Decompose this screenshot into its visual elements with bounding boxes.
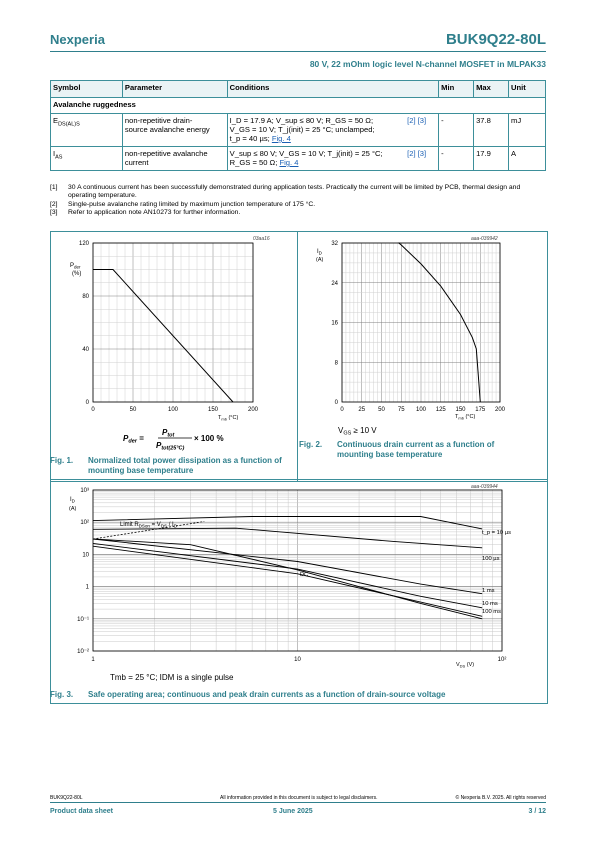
x-tick-label: 200 xyxy=(494,407,506,413)
footer-copyright: © Nexperia B.V. 2025. All rights reserved xyxy=(455,795,546,801)
unit-cell: mJ xyxy=(509,114,546,147)
x-tick-label: 175 xyxy=(475,407,486,413)
parameter-cell xyxy=(122,114,227,147)
fig3-chart xyxy=(50,479,546,682)
note-item xyxy=(50,201,546,209)
symbol-cell xyxy=(51,147,123,171)
x-tick-label: 100 xyxy=(415,407,427,413)
fig3-limit-label: Limit $R_{DSon} = V_{DS} / I_D$ xyxy=(120,522,177,529)
note-item xyxy=(50,209,546,217)
series-label: t_p = 10 µs xyxy=(482,530,511,536)
x-tick-label: 0 xyxy=(340,407,344,413)
table-row xyxy=(51,114,546,147)
fig3-caption-text: Safe operating area; continuous and peak drain currents as a function of drain-source voltage xyxy=(88,690,446,699)
y-tick-label: 1 xyxy=(85,584,89,591)
footer-doc-type: Product data sheet xyxy=(50,808,114,815)
fig1-xlabel: $T_{mb}$ (°C) xyxy=(218,415,239,422)
fig3-ticks xyxy=(77,488,506,663)
figure-link[interactable]: Fig. 4 xyxy=(279,158,299,167)
fig2-code: aaa-039942 xyxy=(471,236,498,242)
footer-disclaimer: All information provided in this document is subject to legal disclaimers. xyxy=(220,795,378,801)
table-section-row xyxy=(51,98,546,114)
page-subtitle: 80 V, 22 mOhm logic level N-channel MOSFET in MLPAK33 xyxy=(309,59,546,69)
y-tick-label: 8 xyxy=(334,360,338,367)
y-tick-label: 16 xyxy=(331,320,338,327)
figure-link[interactable]: Fig. 4 xyxy=(271,134,291,143)
fig1-caption xyxy=(50,456,295,478)
note-item xyxy=(50,184,546,201)
col-header: Conditions xyxy=(227,81,438,98)
y-tick-label: 0 xyxy=(85,400,89,406)
y-tick-label: 24 xyxy=(331,280,338,287)
table-row xyxy=(51,147,546,171)
parameter-cell xyxy=(122,147,227,171)
col-header: Min xyxy=(439,81,474,98)
footer-divider xyxy=(50,802,546,803)
fig1-ylabel: $P_{der}$ xyxy=(70,263,81,270)
x-tick-label: 10² xyxy=(497,657,507,663)
condition-text: t_p = 40 µs; xyxy=(229,134,272,143)
y-tick-label: 10³ xyxy=(80,488,89,494)
parameter-line: non-repetitive avalanche xyxy=(124,149,208,158)
fig2-ylabel: $I_D$ xyxy=(317,249,322,256)
note-text: Refer to application note AN10273 for further information. xyxy=(68,209,241,217)
fig2-condition: VGS ≥ 10 V xyxy=(338,426,377,437)
condition-line: V_GS = 10 V; T_j(init) = 25 °C; unclamped; xyxy=(229,125,375,134)
y-tick-label: 10⁻² xyxy=(77,649,89,655)
x-tick-label: 150 xyxy=(455,407,466,413)
header-divider xyxy=(50,51,546,52)
series-label: 100 ms xyxy=(482,609,502,615)
y-tick-label: 120 xyxy=(78,241,89,247)
fig3-ylabel: $I_D$ xyxy=(70,497,75,504)
soa-series-line xyxy=(93,539,482,594)
footer-date: 5 June 2025 xyxy=(273,808,313,815)
fig3-condition: Tmb = 25 °C; IDM is a single pulse xyxy=(110,673,234,682)
col-header: Max xyxy=(474,81,509,98)
footer-doc-id: BUK9Q22-80L xyxy=(50,795,83,801)
x-tick-label: 10 xyxy=(294,657,301,663)
fig3-grid xyxy=(93,490,502,651)
x-tick-label: 150 xyxy=(207,407,219,413)
y-tick-label: 10⁻¹ xyxy=(77,616,89,623)
note-number: [2] xyxy=(50,200,58,208)
x-tick-label: 1 xyxy=(91,657,95,663)
symbol-main: E xyxy=(53,116,59,125)
parameter-line: current xyxy=(124,158,149,167)
y-tick-label: 10 xyxy=(82,552,89,559)
fig1-chart xyxy=(50,231,297,452)
condition-text: R_GS = 50 Ω; xyxy=(229,158,280,167)
table-header-row xyxy=(51,81,546,98)
svg-text:× 100 %: × 100 % xyxy=(194,434,224,443)
table-notes xyxy=(50,184,546,218)
condition-line: I_D = 17.9 A; V_sup ≤ 80 V; R_GS = 50 Ω; xyxy=(229,116,374,125)
series-label: 10 ms xyxy=(482,601,498,607)
x-tick-label: 50 xyxy=(378,407,385,413)
y-tick-label: 40 xyxy=(82,347,89,353)
y-tick-label: 32 xyxy=(331,241,338,247)
svg-text:Ptot(25°C): Ptot(25°C) xyxy=(156,441,185,452)
fig3-yunit: (A) xyxy=(69,506,77,512)
y-tick-label: 0 xyxy=(334,400,338,406)
soa-series-line xyxy=(93,546,482,616)
parameter-line: non-repetitive drain- xyxy=(124,116,193,125)
soa-series-line xyxy=(93,543,482,607)
series-label: DC xyxy=(300,572,309,578)
symbol-sub: AS xyxy=(55,154,63,161)
col-header: Symbol xyxy=(51,81,123,98)
unit-cell: A xyxy=(509,147,546,171)
fig3-code: aaa-039944 xyxy=(471,484,498,490)
note-text: Single-pulse avalanche rating limited by maximum junction temperature of 175 °C. xyxy=(68,200,316,208)
max-cell: 37.8 xyxy=(474,114,509,147)
fig2-xlabel: $T_{mb}$ (°C) xyxy=(455,414,476,421)
condition-line xyxy=(230,158,436,167)
x-tick-label: 50 xyxy=(129,407,137,413)
svg-text:Ptot: Ptot xyxy=(162,428,175,439)
fig3-caption xyxy=(50,690,544,702)
section-title: Avalanche ruggedness xyxy=(51,98,546,114)
min-cell: - xyxy=(439,114,474,147)
fig2-number: Fig. 2. xyxy=(299,440,323,449)
footer-page: 3 / 12 xyxy=(528,808,546,815)
symbol-main: I xyxy=(53,149,56,158)
x-tick-label: 75 xyxy=(397,407,405,413)
series-label: 100 µs xyxy=(482,556,500,562)
note-refs[interactable]: [2] [3] xyxy=(407,116,427,125)
fig2-grid xyxy=(342,243,500,402)
fig2-chart xyxy=(298,231,546,441)
fig1-grid xyxy=(93,243,253,402)
condition-line: V_sup ≤ 80 V; V_GS = 10 V; T_j(init) = 25 °C; xyxy=(229,149,383,158)
note-text: 30 A continuous current has been successfully demonstrated during application tests. Practically the current will be limited by PCB, thermal design and operating temperature. xyxy=(68,184,521,200)
avalanche-table xyxy=(50,80,546,171)
min-cell: - xyxy=(439,147,474,171)
col-header: Unit xyxy=(509,81,546,98)
series-label: 1 ms xyxy=(482,588,495,594)
svg-text:Pder =: Pder = xyxy=(123,434,144,445)
fig2-caption xyxy=(299,440,544,462)
x-tick-label: 200 xyxy=(247,407,259,413)
fig3-number: Fig. 3. xyxy=(50,690,74,699)
part-number: BUK9Q22-80L xyxy=(445,31,546,48)
fig2-caption-text: Continuous drain current as a function of mounting base temperature xyxy=(337,440,495,459)
fig3-xlabel: $V_{DS}$ (V) xyxy=(456,662,475,669)
fig1-code: 03aa16 xyxy=(253,236,270,242)
parameter-line: source avalanche energy xyxy=(124,125,210,134)
x-tick-label: 100 xyxy=(167,407,179,413)
col-header: Parameter xyxy=(122,81,227,98)
fig1-number: Fig. 1. xyxy=(50,456,74,465)
note-refs[interactable]: [2] [3] xyxy=(407,149,427,158)
y-tick-label: 10² xyxy=(80,520,89,527)
fig1-ticks xyxy=(79,241,259,413)
x-tick-label: 25 xyxy=(358,407,366,413)
conditions-cell xyxy=(227,147,438,171)
x-tick-label: 0 xyxy=(91,407,95,413)
note-number: [3] xyxy=(50,209,58,217)
note-number: [1] xyxy=(50,184,58,191)
fig1-caption-text: Normalized total power dissipation as a function of mounting base temperature xyxy=(88,456,282,475)
symbol-sub: DS(AL)S xyxy=(58,121,80,128)
symbol-cell xyxy=(51,114,123,147)
y-tick-label: 80 xyxy=(82,294,89,300)
max-cell: 17.9 xyxy=(474,147,509,171)
x-tick-label: 125 xyxy=(435,407,446,413)
conditions-cell xyxy=(227,114,438,147)
fig1-yunit: (%) xyxy=(72,271,82,277)
brand-name: Nexperia xyxy=(50,32,105,47)
condition-line xyxy=(230,134,436,143)
fig2-yunit: (A) xyxy=(316,257,324,263)
